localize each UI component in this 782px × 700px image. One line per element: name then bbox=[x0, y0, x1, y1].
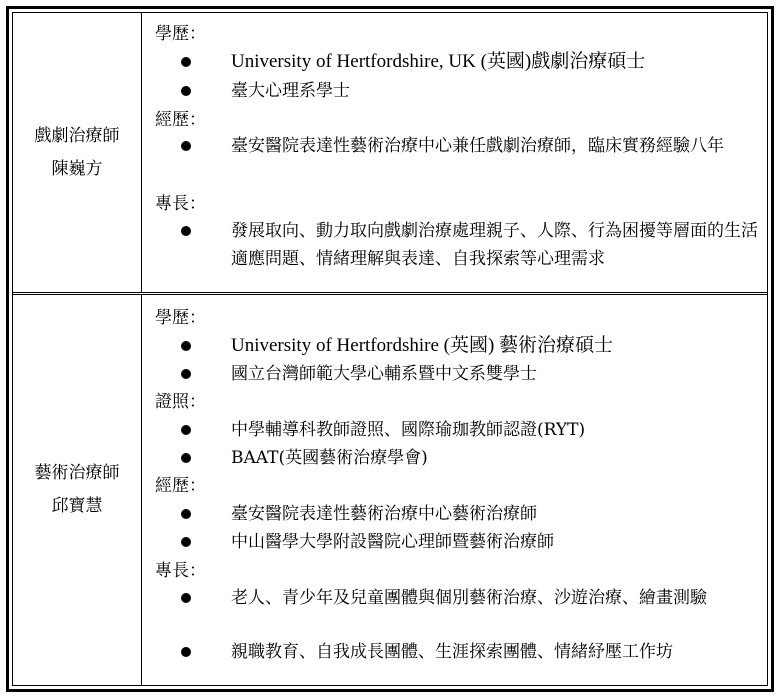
list-item: University of Hertfordshire, UK (英國)戲劇治療碩士 bbox=[231, 51, 646, 72]
section-heading-experience: 經歷： bbox=[155, 110, 206, 130]
bullet-icon bbox=[181, 647, 191, 657]
list-item: 老人、青少年及兒童團體與個別藝術治療、沙遊治療、繪畫測驗 bbox=[231, 588, 707, 608]
section-heading-specialty: 專長： bbox=[155, 194, 206, 214]
therapist-title: 藝術治療師 bbox=[34, 463, 120, 483]
therapist-name: 邱寶慧 bbox=[51, 496, 103, 516]
table-row bbox=[13, 295, 767, 685]
table-inner-border bbox=[12, 12, 768, 686]
list-item: 臺安醫院表達性藝術治療中心藝術治療師 bbox=[231, 504, 537, 524]
bullet-icon bbox=[181, 593, 191, 603]
bullet-icon bbox=[181, 57, 191, 67]
bullet-icon bbox=[181, 86, 191, 96]
therapist-table bbox=[6, 6, 774, 692]
bullet-icon bbox=[181, 369, 191, 379]
section-heading-certification: 證照： bbox=[155, 392, 206, 412]
table-row bbox=[13, 13, 767, 295]
therapist-details-cell bbox=[141, 295, 767, 685]
therapist-name-cell bbox=[13, 295, 142, 685]
list-item: 親職教育、自我成長團體、生涯探索團體、情緒紓壓工作坊 bbox=[231, 642, 673, 662]
list-item: 臺安醫院表達性藝術治療中心兼任戲劇治療師，臨床實務經驗八年 bbox=[231, 136, 724, 156]
list-item: 國立台灣師範大學心輔系暨中文系雙學士 bbox=[231, 364, 537, 384]
therapist-name: 陳巍方 bbox=[51, 158, 103, 179]
bullet-icon bbox=[181, 425, 191, 435]
list-item: 中學輔導科教師證照、國際瑜珈教師認證(RYT) bbox=[231, 420, 586, 440]
section-heading-specialty: 專長： bbox=[155, 561, 206, 581]
section-heading-experience: 經歷： bbox=[155, 476, 206, 496]
bullet-icon bbox=[181, 509, 191, 519]
list-item: BAAT(英國藝術治療學會) bbox=[231, 448, 428, 468]
bullet-icon bbox=[181, 453, 191, 463]
bullet-icon bbox=[181, 537, 191, 547]
therapist-title: 戲劇治療師 bbox=[34, 125, 120, 146]
list-item: 臺大心理系學士 bbox=[231, 81, 350, 101]
section-heading-education: 學歷： bbox=[155, 308, 206, 328]
list-item: 發展取向、動力取向戲劇治療處理親子、人際、行為困擾等層面的生活適應問題、情緒理解與表達、自我探索等心理需求 bbox=[231, 221, 758, 269]
therapist-details-cell bbox=[141, 13, 767, 292]
section-heading-education: 學歷： bbox=[155, 24, 206, 44]
list-item: University of Hertfordshire (英國) 藝術治療碩士 bbox=[231, 335, 614, 356]
list-item: 中山醫學大學附設醫院心理師暨藝術治療師 bbox=[231, 532, 554, 552]
bullet-icon bbox=[181, 226, 191, 236]
bullet-icon bbox=[181, 141, 191, 151]
therapist-name-cell bbox=[13, 13, 142, 292]
bullet-icon bbox=[181, 341, 191, 351]
